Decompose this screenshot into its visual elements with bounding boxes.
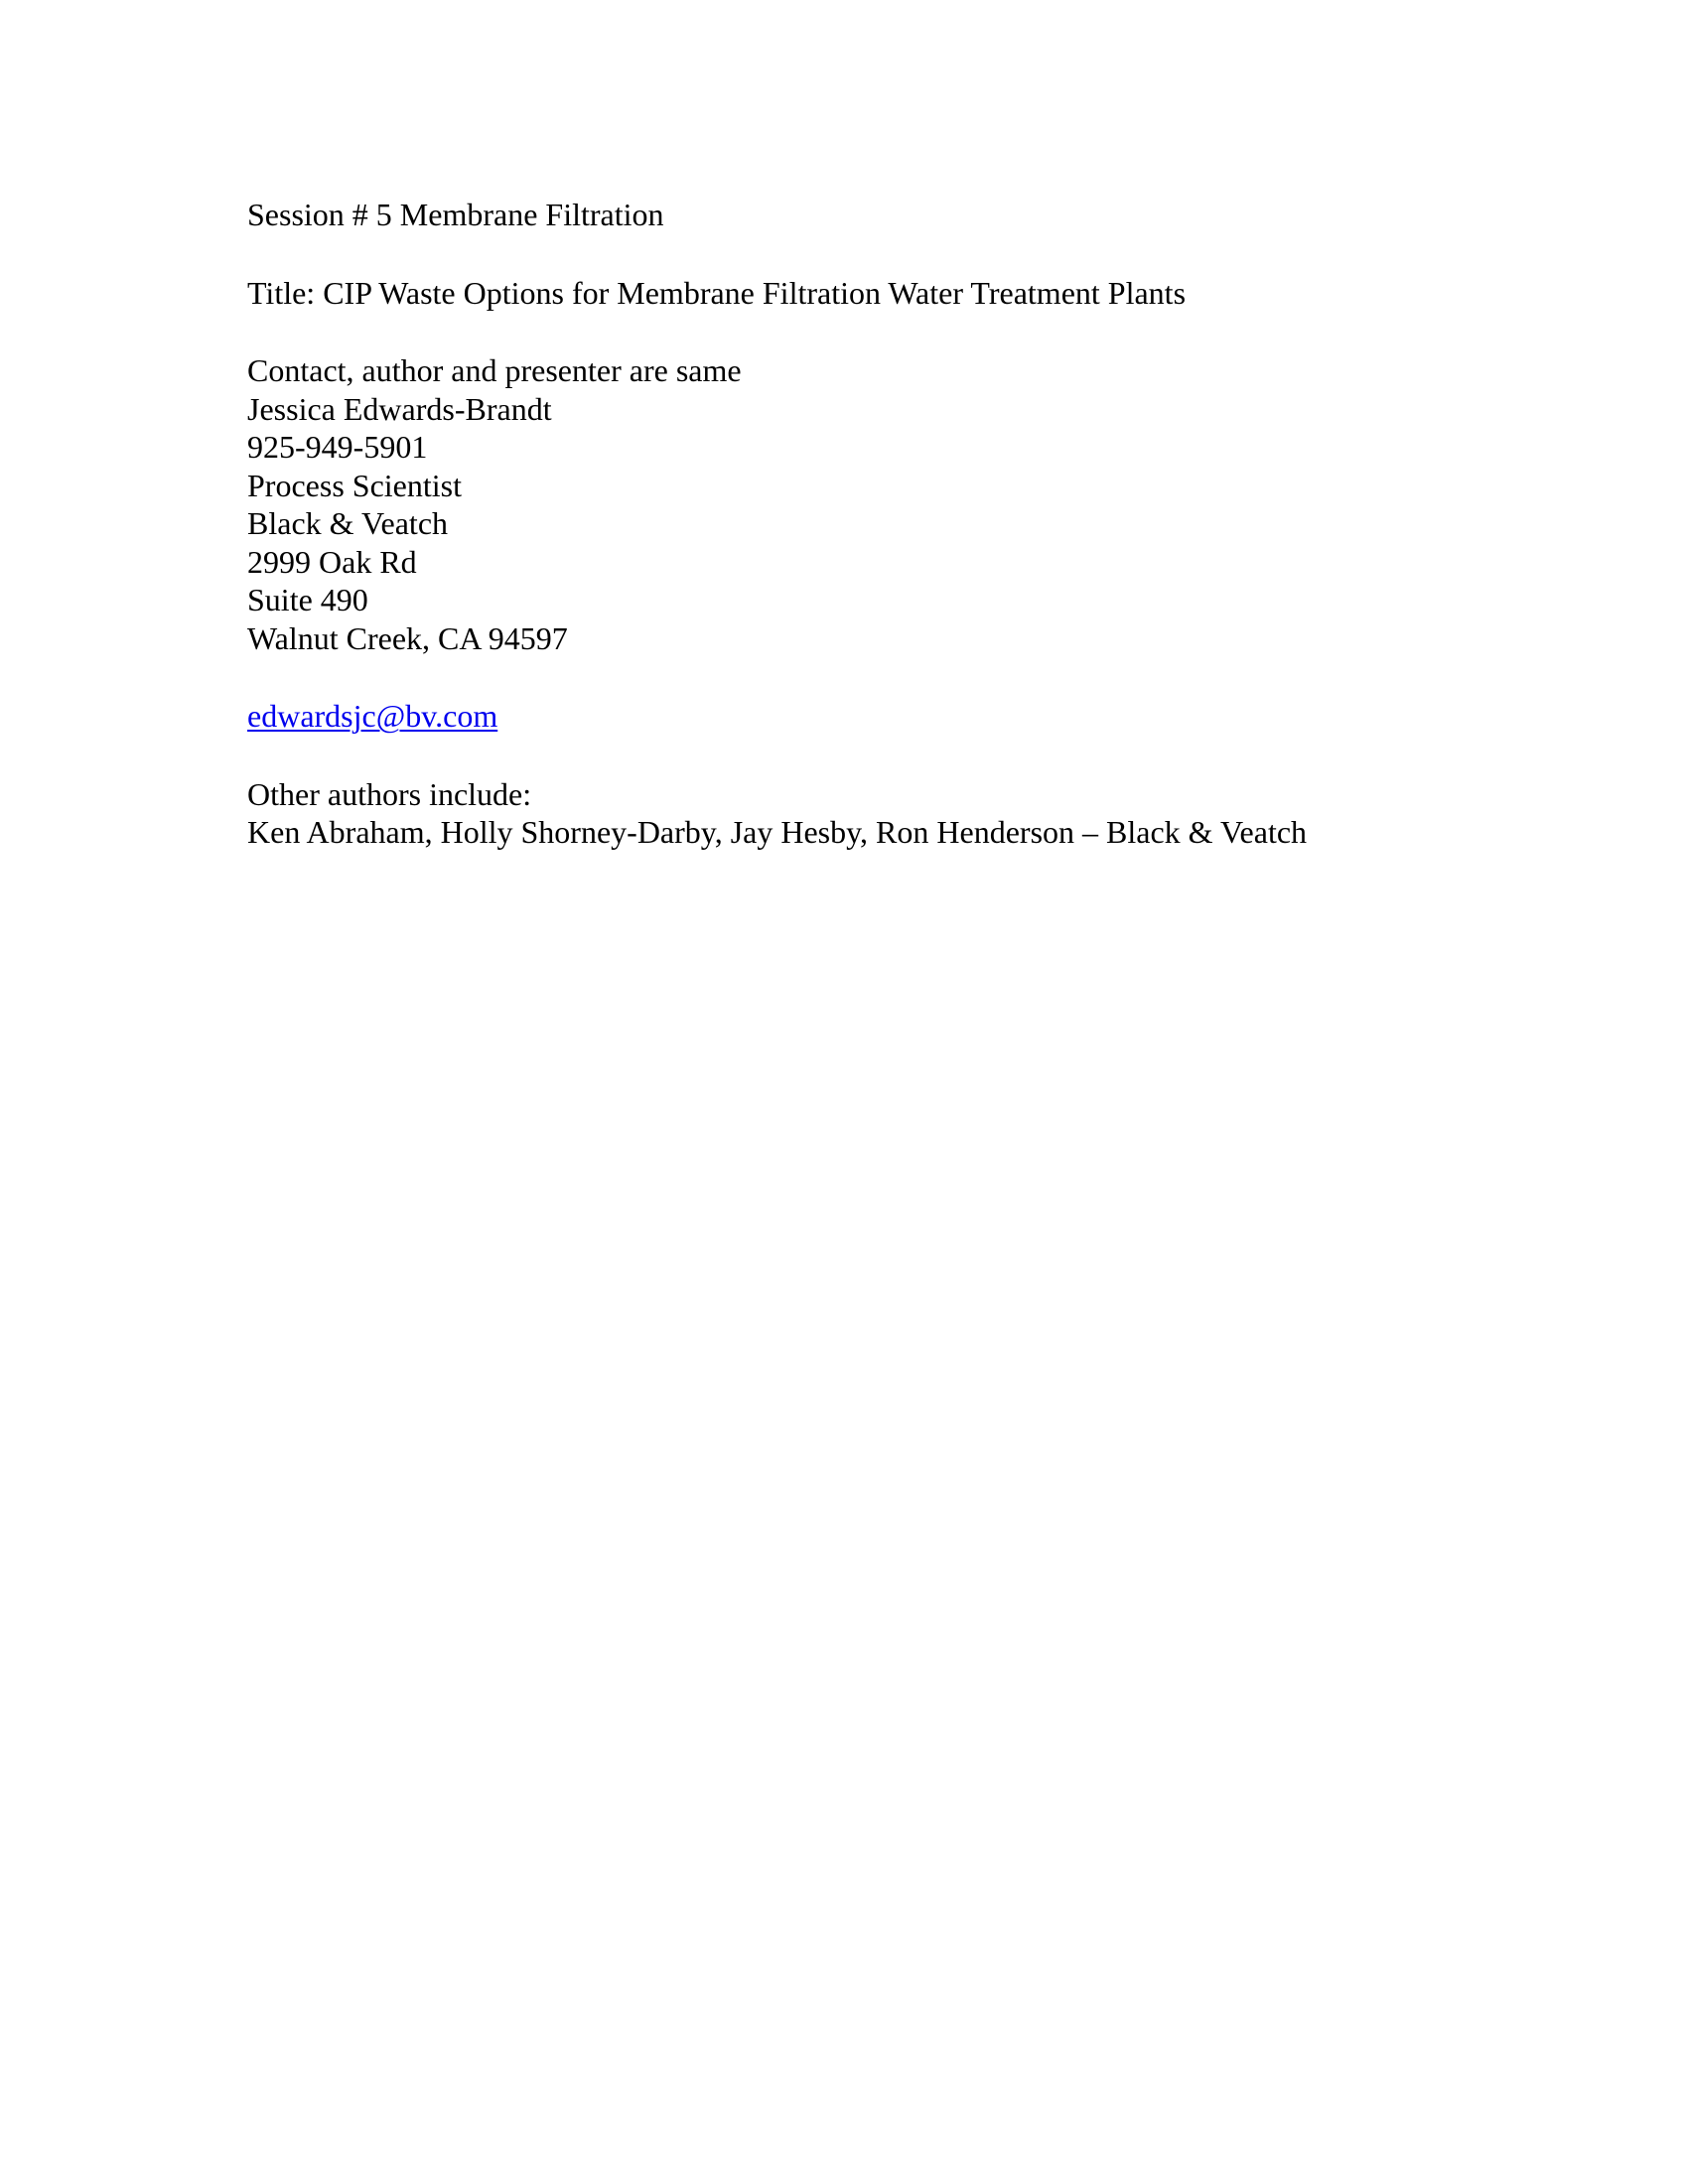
contact-position: Process Scientist — [247, 467, 462, 503]
contact-note: Contact, author and presenter are same — [247, 352, 742, 388]
email-line — [247, 697, 1538, 736]
contact-name: Jessica Edwards-Brandt — [247, 390, 552, 427]
contact-block — [247, 351, 1538, 657]
talk-title: Title: CIP Waste Options for Membrane Filtration Water Treatment Plants — [247, 274, 1187, 311]
document-body — [247, 196, 1538, 852]
spacer — [247, 736, 1538, 775]
spacer — [247, 312, 1538, 351]
other-authors-block — [247, 775, 1538, 852]
contact-city-state-zip: Walnut Creek, CA 94597 — [247, 619, 568, 656]
other-authors-heading: Other authors include: — [247, 775, 532, 812]
contact-street: 2999 Oak Rd — [247, 543, 417, 580]
other-authors-names: Ken Abraham, Holly Shorney-Darby, Jay Hesby, Ron Henderson – Black & Veatch — [247, 814, 1308, 850]
spacer — [247, 234, 1538, 274]
email-link[interactable]: edwardsjc@bv.com — [247, 698, 498, 734]
contact-phone: 925-949-5901 — [247, 429, 428, 465]
contact-suite: Suite 490 — [247, 582, 368, 617]
session-heading: Session # 5 Membrane Filtration — [247, 197, 664, 232]
spacer — [247, 657, 1538, 697]
contact-company: Black & Veatch — [247, 505, 449, 541]
